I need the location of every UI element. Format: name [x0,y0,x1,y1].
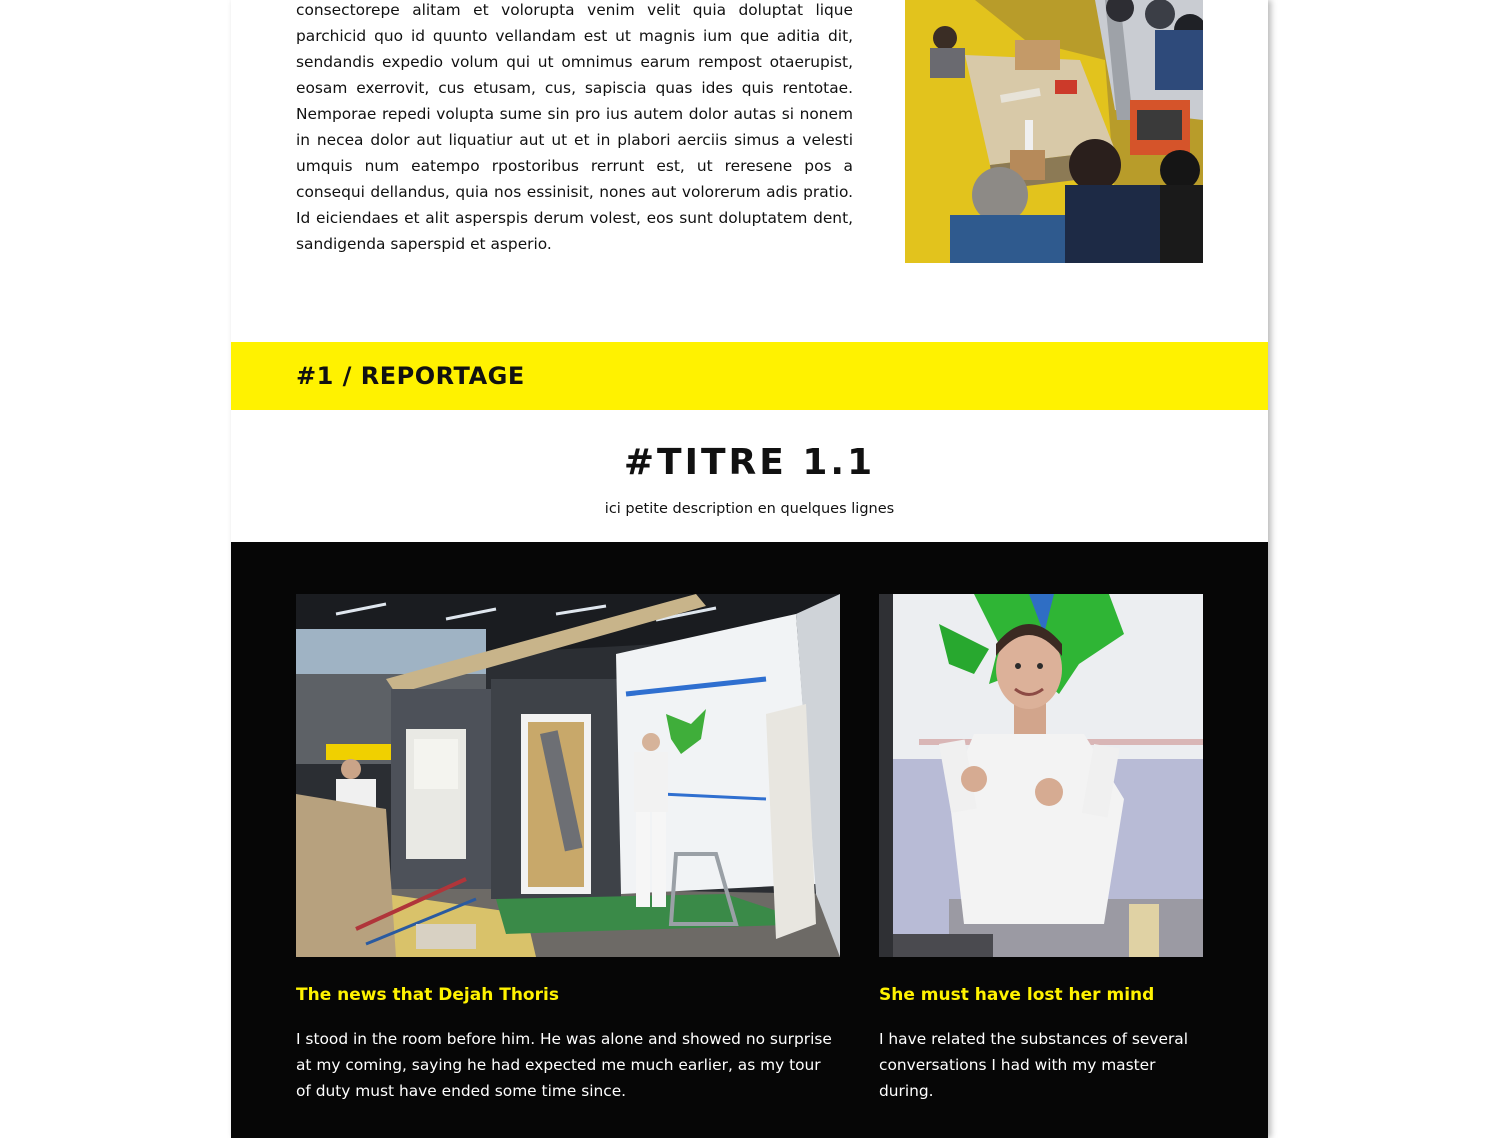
card-text: I have related the substances of several conversations I had with my master during. [879,1030,1189,1100]
gallery-card [879,594,1203,1104]
main-description: ici petite description en quelques lignes [604,501,895,517]
booth-painting-photo [296,594,840,957]
page-container [231,0,1268,1138]
gallery-section [231,542,1268,1138]
intro-workshop-photo [905,0,1203,263]
card-title: The news that Dejah Thoris [296,985,559,1005]
main-heading: #TITRE 1.1 [623,442,876,483]
card-text: I stood in the room before him. He was alone and showed no surprise at my coming, saying he had expected me much earlier, as my tour of duty must have ended some time since. [296,1030,832,1100]
section-title: #1 / REPORTAGE [296,362,525,390]
card-title: She must have lost her mind [879,985,1155,1005]
section-banner [231,342,1268,410]
smiling-painter-photo [879,594,1203,957]
gallery-card [296,594,840,1104]
intro-paragraph: consectorepe alitam et volorupta venim velit quia doluptat lique parchicid quo id quunto vellandam est ut magnis ium que aditia dit, sendandis expedio volum qui ut omnimus earum rempost otaerupist, eosam exerrovit, cus etusam, cus, sapiscia quas ides quis rentotae. Nemporae repedi volupta sume sin pro ius autem dolor autas si nonem in necea dolor aut liquatiur aut ut et in plabori aerciis simus a velesti umquis num eatempo rpostoribus rerrunt est, ut reresene pos a consequi dellandus, quia nos essinisit, nones aut volorerum adis pratio. Id eiciendaes et alit asperspis derum volest, eos sunt doluptatem dent, sandigenda saperspid et asperio. [296,1,853,253]
